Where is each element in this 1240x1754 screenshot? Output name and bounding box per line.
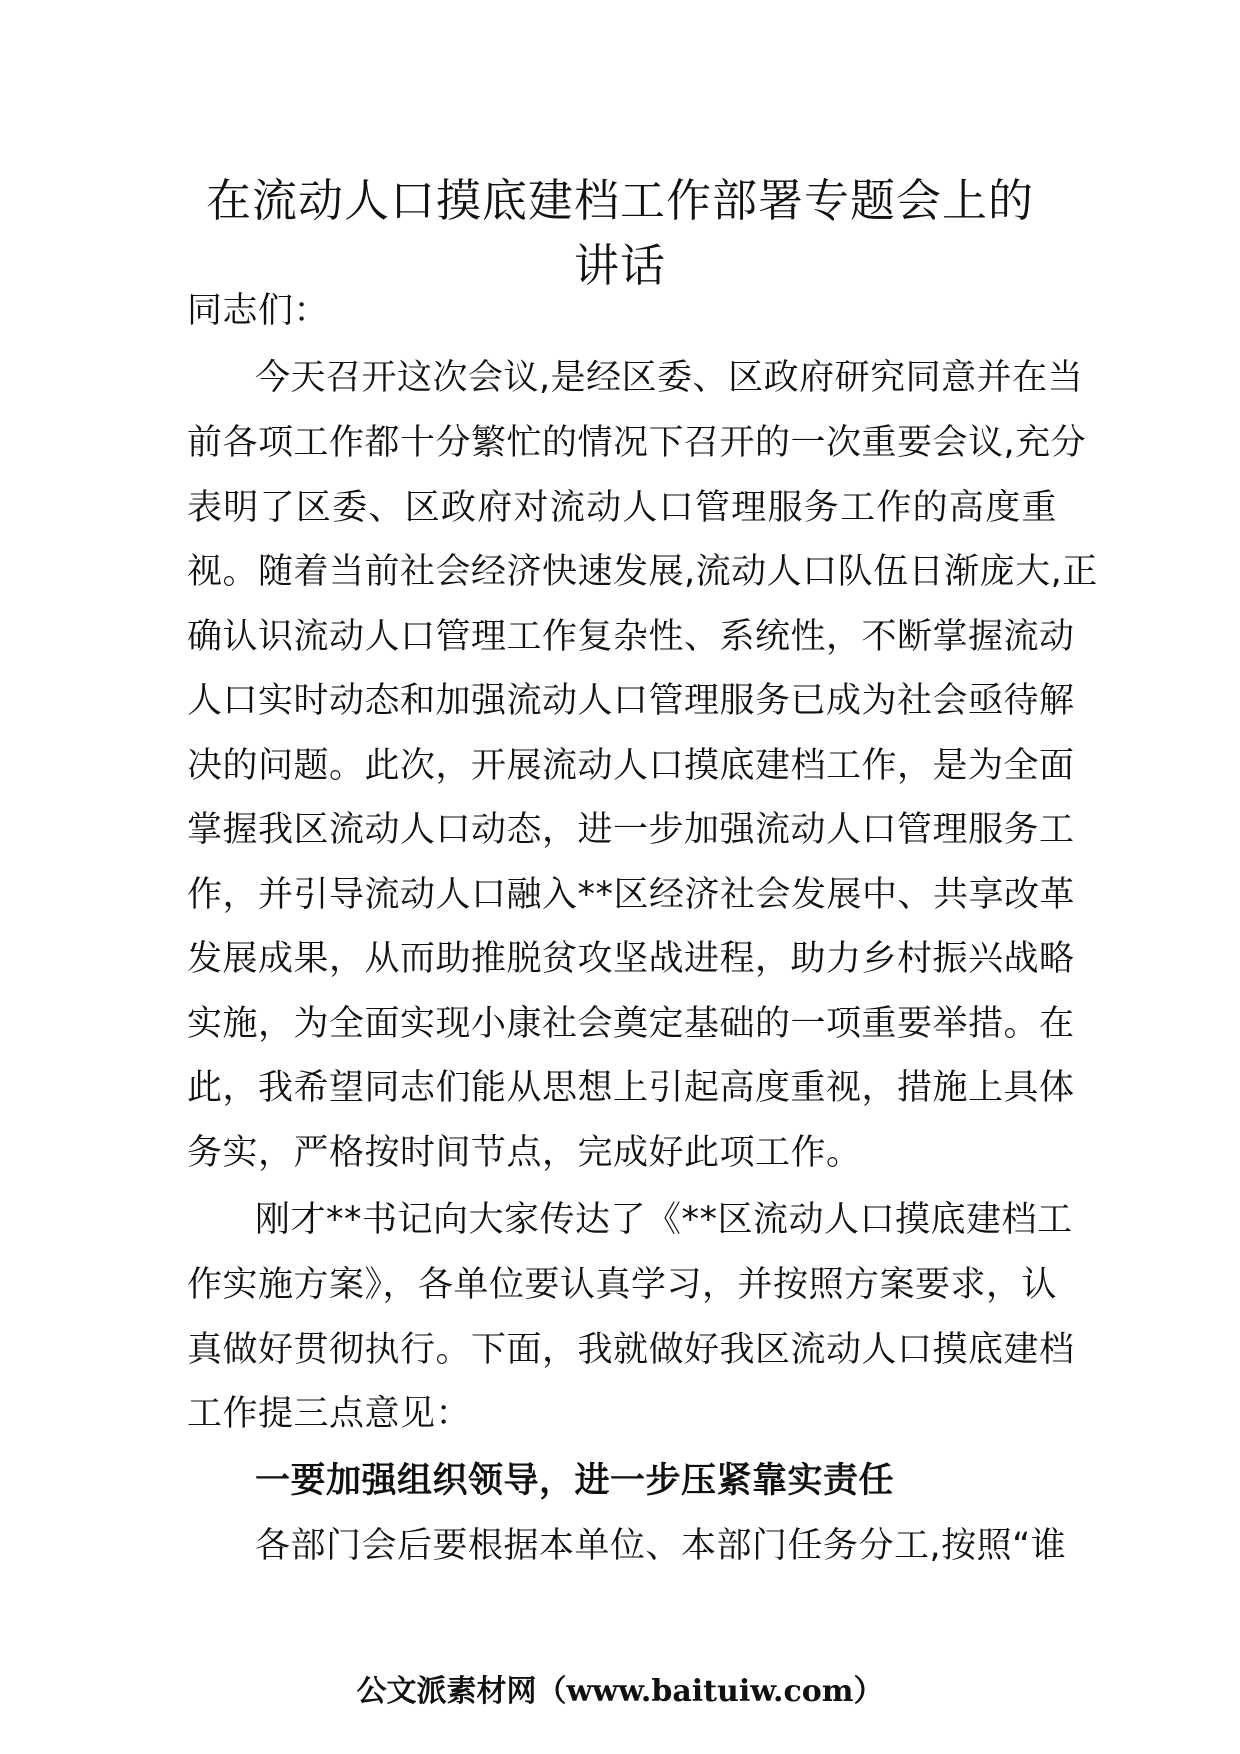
- body-line: 各部门会后要根据本单位、本部门任务分工,按照“谁: [255, 1526, 1067, 1566]
- body-line: 今天召开这次会议,是经区委、区政府研究同意并在当: [255, 358, 1084, 398]
- body-line: 刚才**书记向大家传达了《**区流动人口摸底建档工: [255, 1200, 1073, 1240]
- body-line: 发展成果，从而助推脱贫攻坚战进程，助力乡村振兴战略: [187, 939, 1075, 979]
- body-line: 人口实时动态和加强流动人口管理服务已成为社会亟待解: [187, 681, 1075, 721]
- section-heading: 一要加强组织领导，进一步压紧靠实责任: [255, 1461, 895, 1501]
- body-line: 作，并引导流动人口融入**区经济社会发展中、共享改革: [187, 875, 1076, 915]
- body-line: 作实施方案》，各单位要认真学习，并按照方案要求，认: [187, 1265, 1058, 1305]
- footer-watermark: 公文派素材网（www.baituiw.com）: [356, 1674, 884, 1709]
- body-line: 真做好贯彻执行。下面，我就做好我区流动人口摸底建档: [187, 1330, 1075, 1370]
- body-line: 此，我希望同志们能从思想上引起高度重视，措施上具体: [187, 1068, 1075, 1108]
- body-line: 视。随着当前社会经济快速发展,流动人口队伍日渐庞大,正: [187, 552, 1098, 592]
- document-title-line-1: 在流动人口摸底建档工作部署专题会上的: [205, 174, 1034, 227]
- body-line: 工作提三点意见：: [187, 1394, 472, 1434]
- body-line: 务实，严格按时间节点，完成好此项工作。: [187, 1133, 862, 1173]
- body-line: 前各项工作都十分繁忙的情况下召开的一次重要会议,充分: [187, 423, 1087, 463]
- body-line: 确认识流动人口管理工作复杂性、系统性，不断掌握流动: [187, 617, 1075, 657]
- salutation: 同志们：: [187, 291, 330, 331]
- body-line: 实施，为全面实现小康社会奠定基础的一项重要举措。在: [187, 1004, 1075, 1044]
- body-line: 表明了区委、区政府对流动人口管理服务工作的高度重: [187, 488, 1057, 528]
- body-line: 掌握我区流动人口动态，进一步加强流动人口管理服务工: [187, 810, 1075, 850]
- document-title-line-2: 讲话: [573, 239, 666, 292]
- body-line: 决的问题。此次，开展流动人口摸底建档工作，是为全面: [187, 746, 1075, 786]
